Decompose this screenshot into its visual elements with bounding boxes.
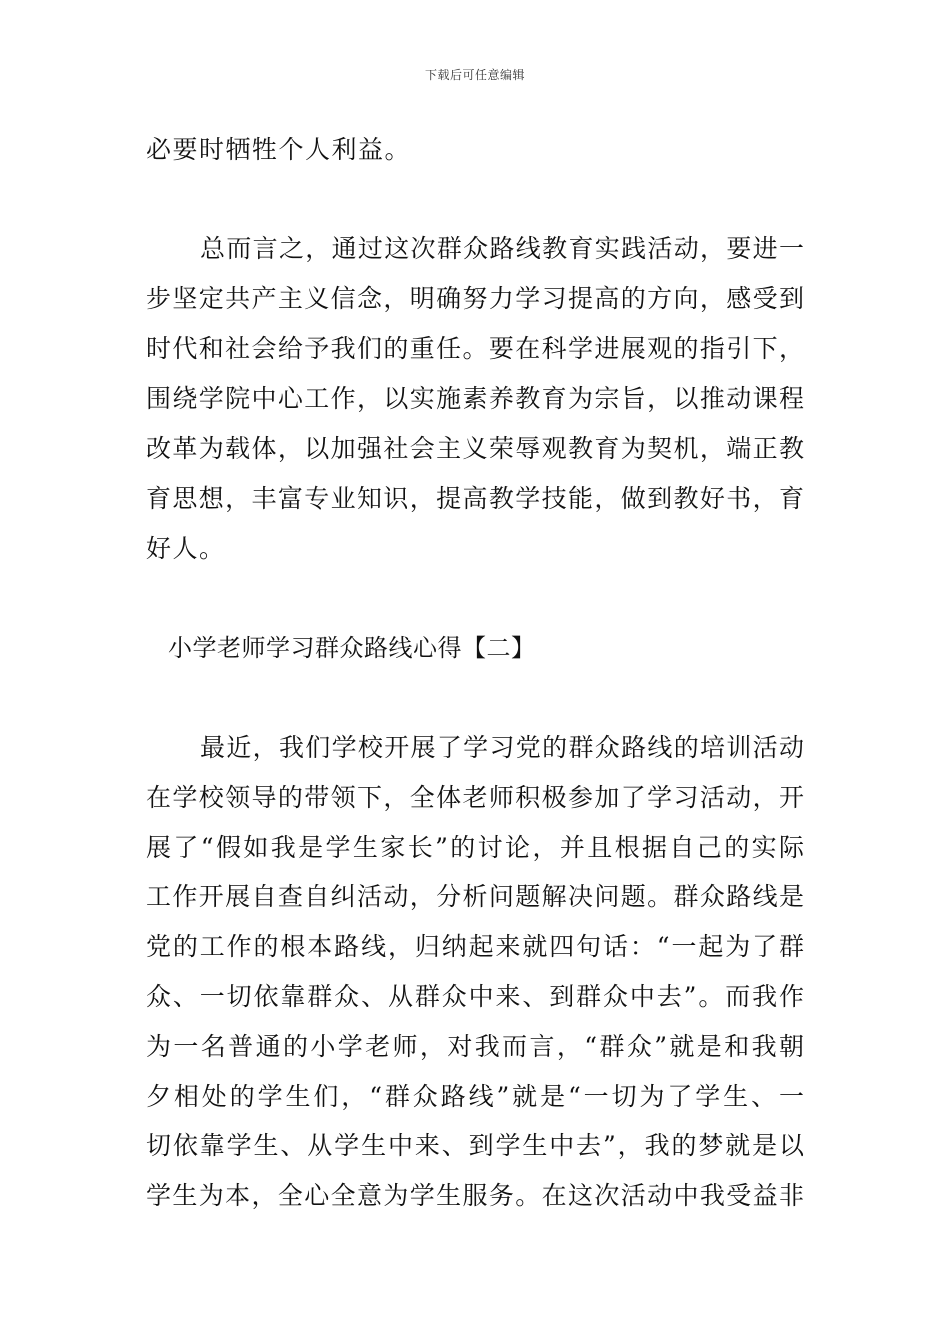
paragraph-line: 切依靠学生、从学生中来、到学生中去”，我的梦就是以 [146,1131,804,1160]
paragraph-line: 步坚定共产主义信念，明确努力学习提高的方向，感受到 [146,284,804,313]
paragraph-line: 夕相处的学生们，“群众路线”就是“一切为了学生、一 [146,1082,804,1111]
paragraph-line: 好人。 [146,534,226,563]
paragraph-line: 围绕学院中心工作，以实施素养教育为宗旨，以推动课程 [146,384,804,413]
paragraph-line: 总而言之，通过这次群众路线教育实践活动，要进一 [200,234,804,263]
paragraph-line: 在学校领导的带领下，全体老师积极参加了学习活动，开 [146,783,804,812]
paragraph-line: 众、一切依靠群众、从群众中来、到群众中去”。而我作 [146,982,804,1011]
paragraph-line: 党的工作的根本路线，归纳起来就四句话：“一起为了群 [146,932,804,961]
paragraph-line: 工作开展自查自纠活动，分析问题解决问题。群众路线是 [146,882,804,911]
paragraph-line: 必要时牺牲个人利益。 [146,135,412,164]
paragraph-line: 学生为本，全心全意为学生服务。在这次活动中我受益非 [146,1181,804,1210]
paragraph-line: 最近，我们学校开展了学习党的群众路线的培训活动 [200,733,804,762]
paragraph-line: 时代和社会给予我们的重任。要在科学进展观的指引下， [146,334,804,363]
section-heading: 小学老师学习群众路线心得【二】 [168,634,536,662]
paragraph-line: 育思想，丰富专业知识，提高教学技能，做到教好书，育 [146,484,804,513]
paragraph-line: 为一名普通的小学老师，对我而言，“群众”就是和我朝 [146,1032,804,1061]
paragraph-line: 展了“假如我是学生家长”的讨论，并且根据自己的实际 [146,833,804,862]
page-header: 下载后可任意编辑 [424,68,525,82]
paragraph-line: 改革为载体，以加强社会主义荣辱观教育为契机，端正教 [146,434,804,463]
